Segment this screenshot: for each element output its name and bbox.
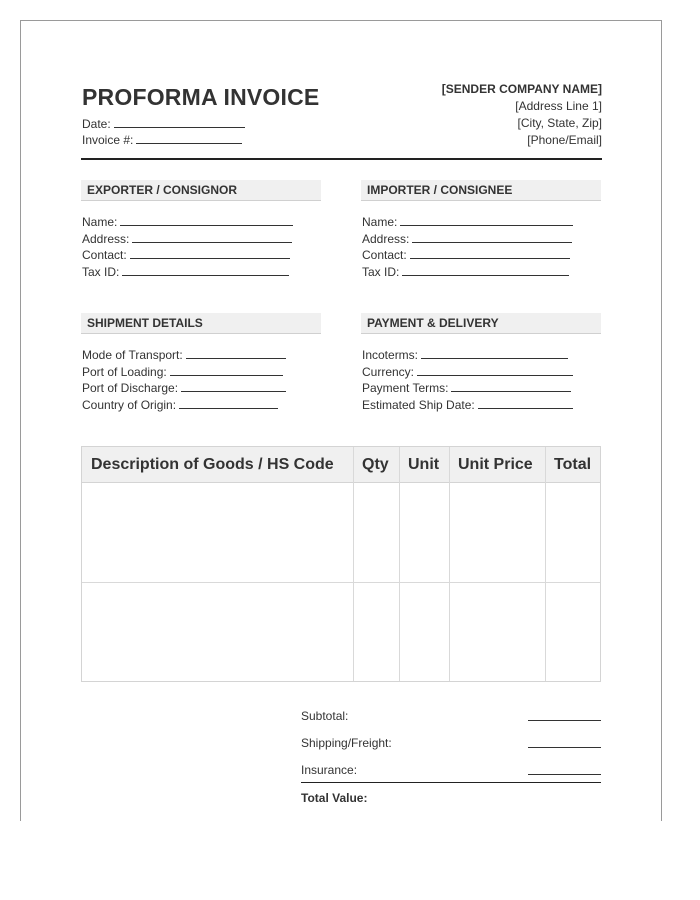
importer-address-field	[362, 231, 573, 248]
discharge-port-field	[82, 380, 286, 397]
transport-label: Mode of Transport:	[82, 348, 183, 362]
currency-field	[362, 364, 573, 381]
transport-line[interactable]	[186, 347, 286, 359]
loading-port-field	[82, 364, 286, 381]
currency-label: Currency:	[362, 364, 415, 379]
insurance-label: Insurance:	[301, 763, 358, 777]
importer-taxid-line[interactable]	[402, 264, 569, 276]
header-divider	[81, 158, 602, 160]
payment-heading: PAYMENT & DELIVERY	[361, 313, 601, 334]
exporter-fields	[82, 214, 293, 281]
importer-name-field	[362, 214, 573, 231]
origin-field	[82, 397, 286, 414]
importer-heading: IMPORTER / CONSIGNEE	[361, 180, 601, 201]
subtotal-line[interactable]	[528, 720, 601, 721]
exporter-name-line[interactable]	[120, 214, 293, 226]
table-header	[82, 447, 600, 483]
shipment-heading: SHIPMENT DETAILS	[81, 313, 321, 334]
shipment-fields	[82, 347, 286, 414]
date-label: Date:	[82, 117, 111, 131]
importer-name-label: Name:	[362, 215, 398, 229]
payment-terms-line[interactable]	[451, 380, 571, 392]
importer-address-line[interactable]	[412, 231, 572, 243]
col-description: Description of Goods / HS Code	[91, 456, 334, 473]
col-unit: Unit	[408, 456, 440, 473]
subtotal-label: Subtotal:	[301, 709, 349, 723]
currency-line[interactable]	[417, 364, 573, 376]
loading-port-label: Port of Loading:	[82, 364, 167, 379]
loading-port-line[interactable]	[170, 364, 283, 376]
exporter-taxid-field	[82, 264, 293, 281]
sender-contact: [Phone/Email]	[527, 133, 602, 147]
invoice-title: PROFORMA INVOICE	[82, 84, 320, 110]
date-field	[82, 116, 245, 132]
incoterms-line[interactable]	[421, 347, 568, 359]
discharge-port-label: Port of Discharge:	[82, 381, 179, 396]
exporter-contact-line[interactable]	[130, 247, 290, 259]
total-value-label: Total Value:	[301, 791, 368, 805]
exporter-taxid-label: Tax ID:	[82, 265, 120, 280]
sender-company: [SENDER COMPANY NAME]	[441, 82, 602, 96]
exporter-address-label: Address:	[82, 231, 130, 246]
discharge-port-line[interactable]	[181, 380, 286, 392]
exporter-contact-field	[82, 247, 293, 264]
date-line[interactable]	[114, 116, 245, 128]
sender-city: [City, State, Zip]	[517, 116, 602, 130]
sender-address: [Address Line 1]	[515, 99, 602, 113]
incoterms-label: Incoterms:	[362, 348, 419, 362]
importer-taxid-field	[362, 264, 573, 281]
ship-date-label: Estimated Ship Date:	[362, 398, 475, 413]
exporter-name-label: Name:	[82, 215, 118, 229]
importer-contact-label: Contact:	[362, 248, 407, 263]
payment-terms-field	[362, 380, 573, 397]
exporter-address-line[interactable]	[132, 231, 292, 243]
exporter-contact-label: Contact:	[82, 248, 127, 263]
importer-name-line[interactable]	[400, 214, 573, 226]
importer-fields	[362, 214, 573, 281]
payment-terms-label: Payment Terms:	[362, 381, 449, 396]
invoice-sheet	[20, 20, 662, 821]
totals-divider	[301, 782, 601, 783]
sender-block	[442, 81, 602, 149]
ship-date-field	[362, 397, 573, 414]
col-unit-price: Unit Price	[458, 456, 533, 473]
importer-contact-field	[362, 247, 573, 264]
payment-fields	[362, 347, 573, 414]
ship-date-line[interactable]	[478, 397, 573, 409]
table-row[interactable]	[82, 483, 600, 582]
invoice-number-line[interactable]	[136, 132, 242, 144]
importer-contact-line[interactable]	[410, 247, 570, 259]
exporter-address-field	[82, 231, 293, 248]
col-total: Total	[554, 456, 592, 473]
shipping-label: Shipping/Freight:	[301, 736, 392, 750]
exporter-name-field	[82, 214, 293, 231]
origin-label: Country of Origin:	[82, 398, 177, 413]
transport-field	[82, 347, 286, 364]
invoice-number-field	[82, 132, 242, 148]
importer-address-label: Address:	[362, 231, 410, 246]
goods-table	[81, 446, 601, 682]
importer-taxid-label: Tax ID:	[362, 265, 400, 280]
col-qty: Qty	[362, 456, 389, 473]
table-row[interactable]	[82, 583, 600, 681]
invoice-number-label: Invoice #:	[82, 133, 134, 147]
origin-line[interactable]	[179, 397, 278, 409]
exporter-heading: EXPORTER / CONSIGNOR	[81, 180, 321, 201]
shipping-line[interactable]	[528, 747, 601, 748]
incoterms-field	[362, 347, 573, 364]
exporter-taxid-line[interactable]	[122, 264, 289, 276]
insurance-line[interactable]	[528, 774, 601, 775]
